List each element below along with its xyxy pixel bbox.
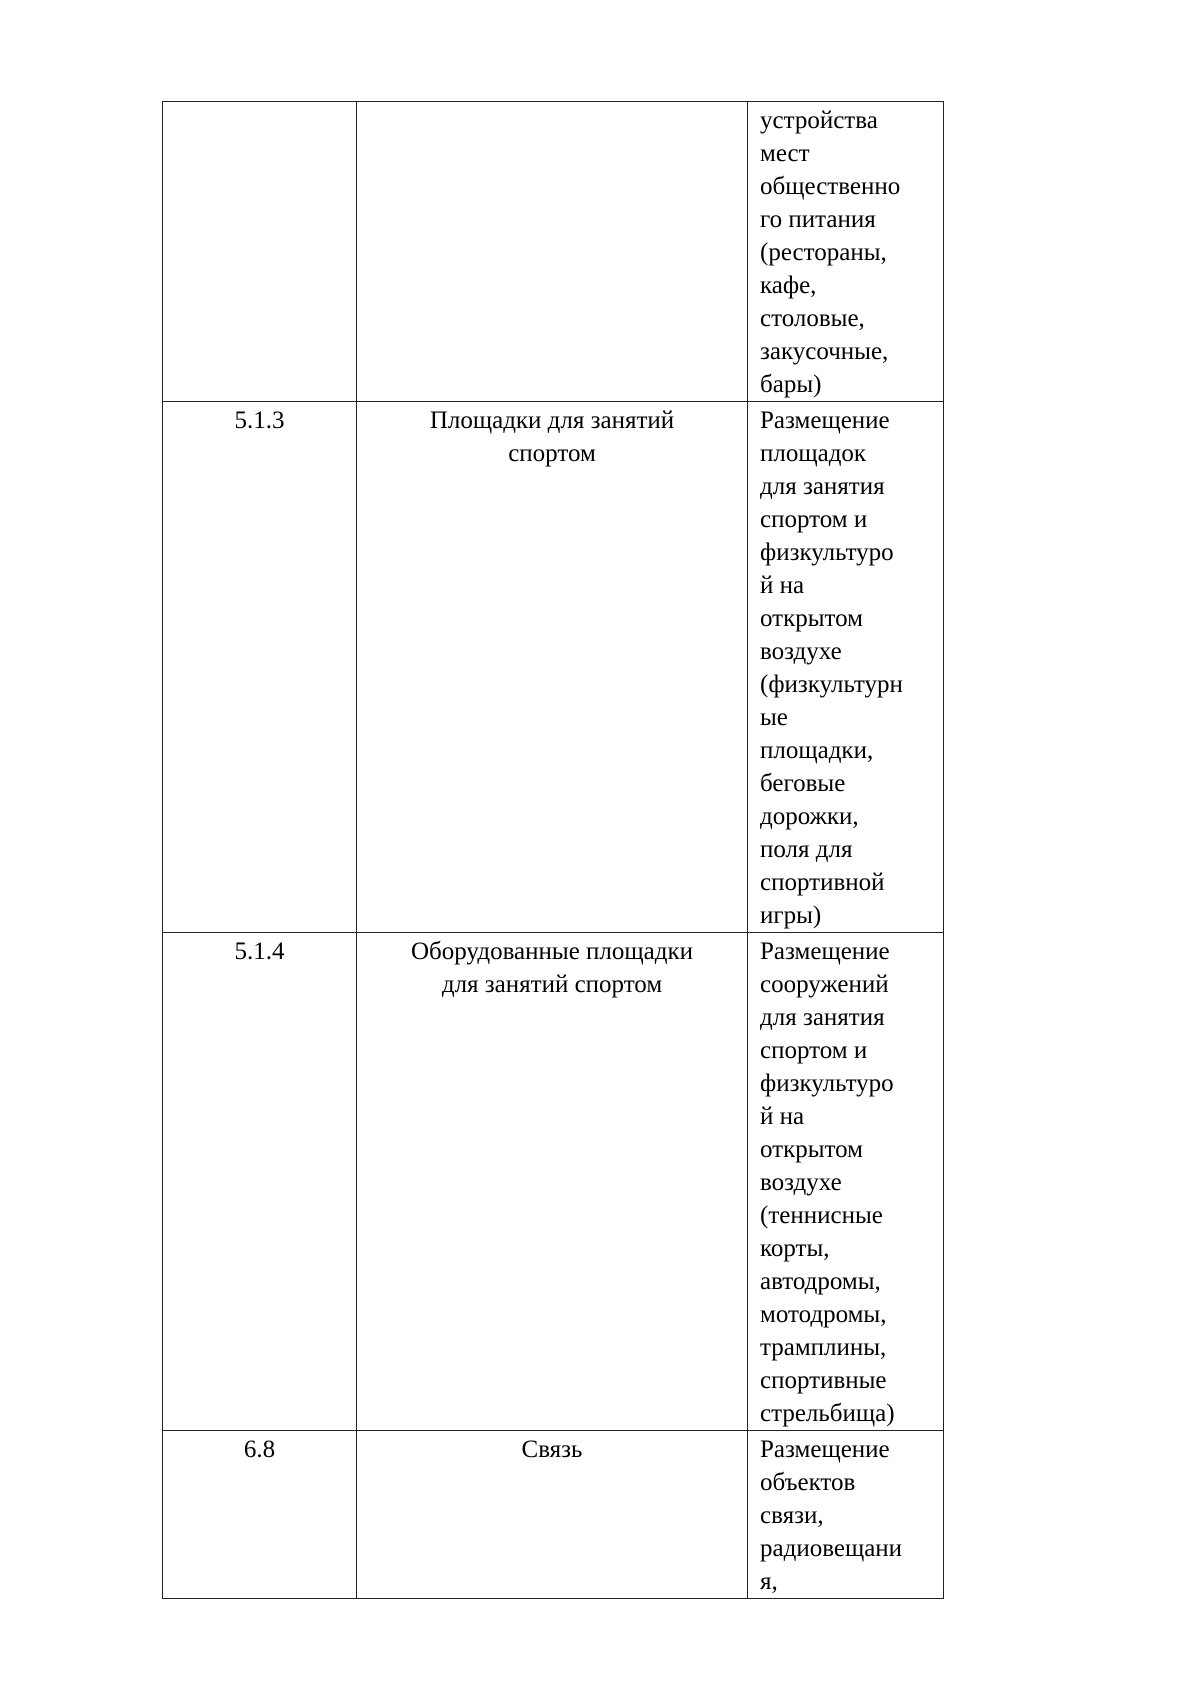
description-text: устройства мест общественно го питания (рестораны, кафе, столовые, закусочные, бары) [760,107,901,398]
table-row [163,402,944,933]
land-use-table [162,101,944,1599]
description-cell [748,933,944,1431]
name-cell [357,933,748,1431]
name-text [357,102,747,104]
table-row [163,102,944,402]
description-text: Размещение площадок для занятия спортом и физкультуро й на открытом воздухе (физкультурн ые площадки, беговые дорожки, поля для спортивной игры) [760,407,903,929]
description-text: Размещение объектов связи, радиовещани я, [760,1436,903,1595]
name-text: Оборудованные площадки для занятий спортом [410,938,693,998]
description-cell [748,1431,944,1599]
name-cell [357,402,748,933]
code-cell [163,402,357,933]
name-cell [357,1431,748,1599]
table-row [163,933,944,1431]
code-cell [163,1431,357,1599]
name-text: Площадки для занятий спортом [429,407,675,467]
code-text: 5.1.4 [234,938,285,965]
name-cell [357,102,748,402]
code-cell [163,933,357,1431]
table-row [163,1431,944,1599]
description-cell [748,402,944,933]
name-text: Связь [521,1436,583,1463]
code-text: 6.8 [243,1436,276,1463]
code-cell [163,102,357,402]
description-cell [748,102,944,402]
description-text: Размещение сооружений для занятия спортом и физкультуро й на открытом воздухе (теннисные корты, автодромы, мотодромы, трамплины, спортивные стрельбища) [760,938,895,1427]
code-text [163,102,356,104]
code-text: 5.1.3 [234,407,285,434]
